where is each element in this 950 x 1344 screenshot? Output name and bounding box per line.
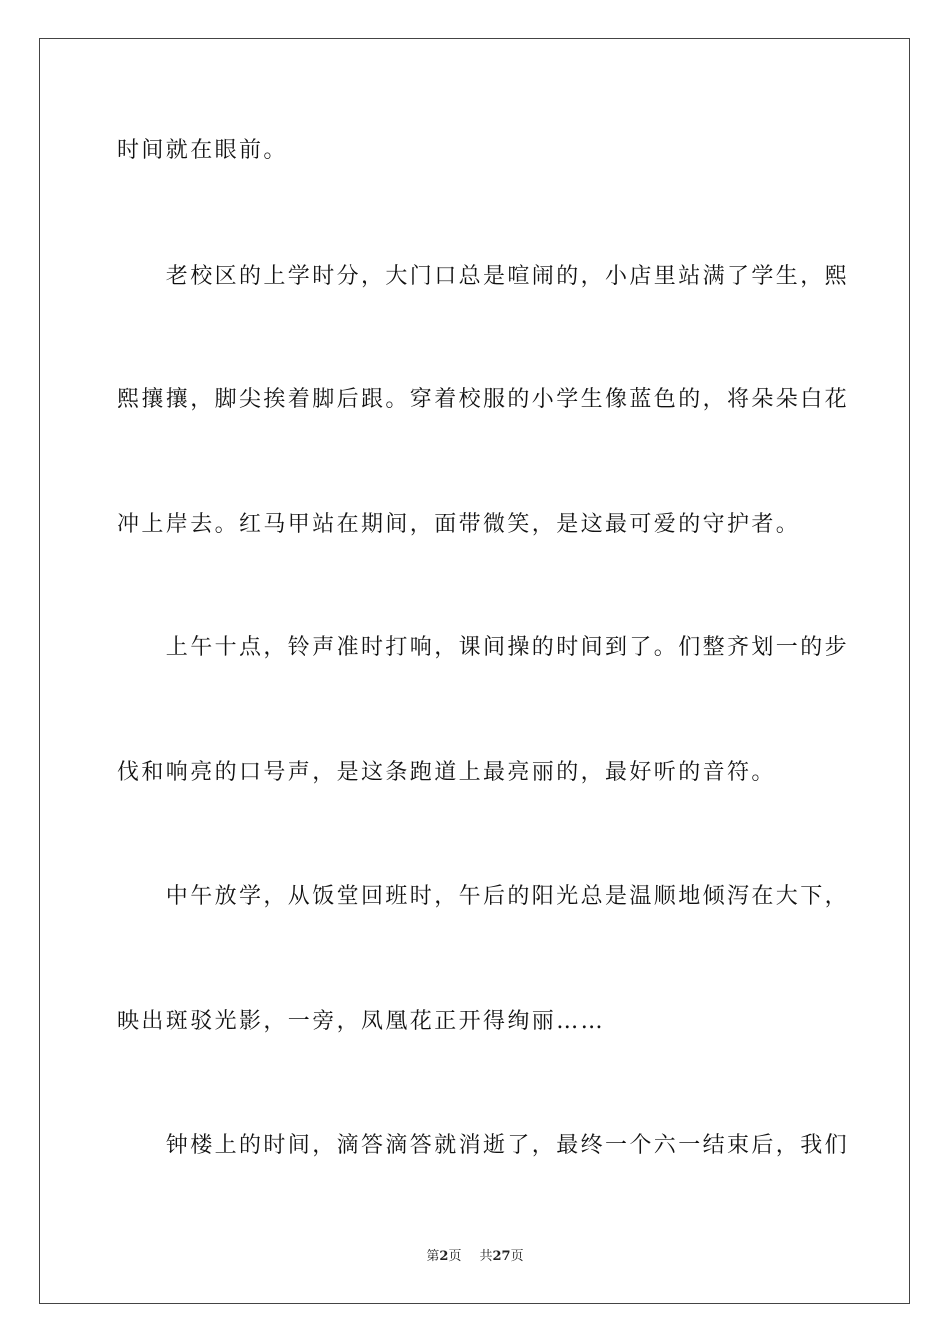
total-suffix: 页 [510,1249,524,1264]
text-line-2: 老校区的上学时分，大门口总是喧闹的，小店里站满了学生，熙 [117,264,850,289]
total-pages: 27 [492,1249,511,1264]
page-suffix: 页 [448,1249,462,1264]
page-border [39,38,910,1304]
text-line-5: 上午十点，铃声准时打响，课间操的时间到了。们整齐划一的步 [117,635,850,660]
text-line-4: 冲上岸去。红马甲站在期间，面带微笑，是这最可爱的守护者。 [117,512,801,537]
text-line-3: 熙攘攘，脚尖挨着脚后跟。穿着校服的小学生像蓝色的，将朵朵白花 [117,387,850,412]
page-number: 2 [439,1249,449,1264]
text-line-1: 时间就在眼前。 [117,138,288,163]
total-prefix: 共 [479,1249,493,1264]
page-prefix: 第 [426,1249,440,1264]
text-line-9: 钟楼上的时间，滴答滴答就消逝了，最终一个六一结束后，我们 [117,1133,850,1158]
text-line-7: 中午放学，从饭堂回班时，午后的阳光总是温顺地倾泻在大下， [117,884,850,909]
text-line-6: 伐和响亮的口号声，是这条跑道上最亮丽的，最好听的音符。 [117,760,776,785]
page-footer [0,1248,950,1266]
text-line-8: 映出斑驳光影，一旁，凤凰花正开得绚丽…… [117,1009,606,1034]
